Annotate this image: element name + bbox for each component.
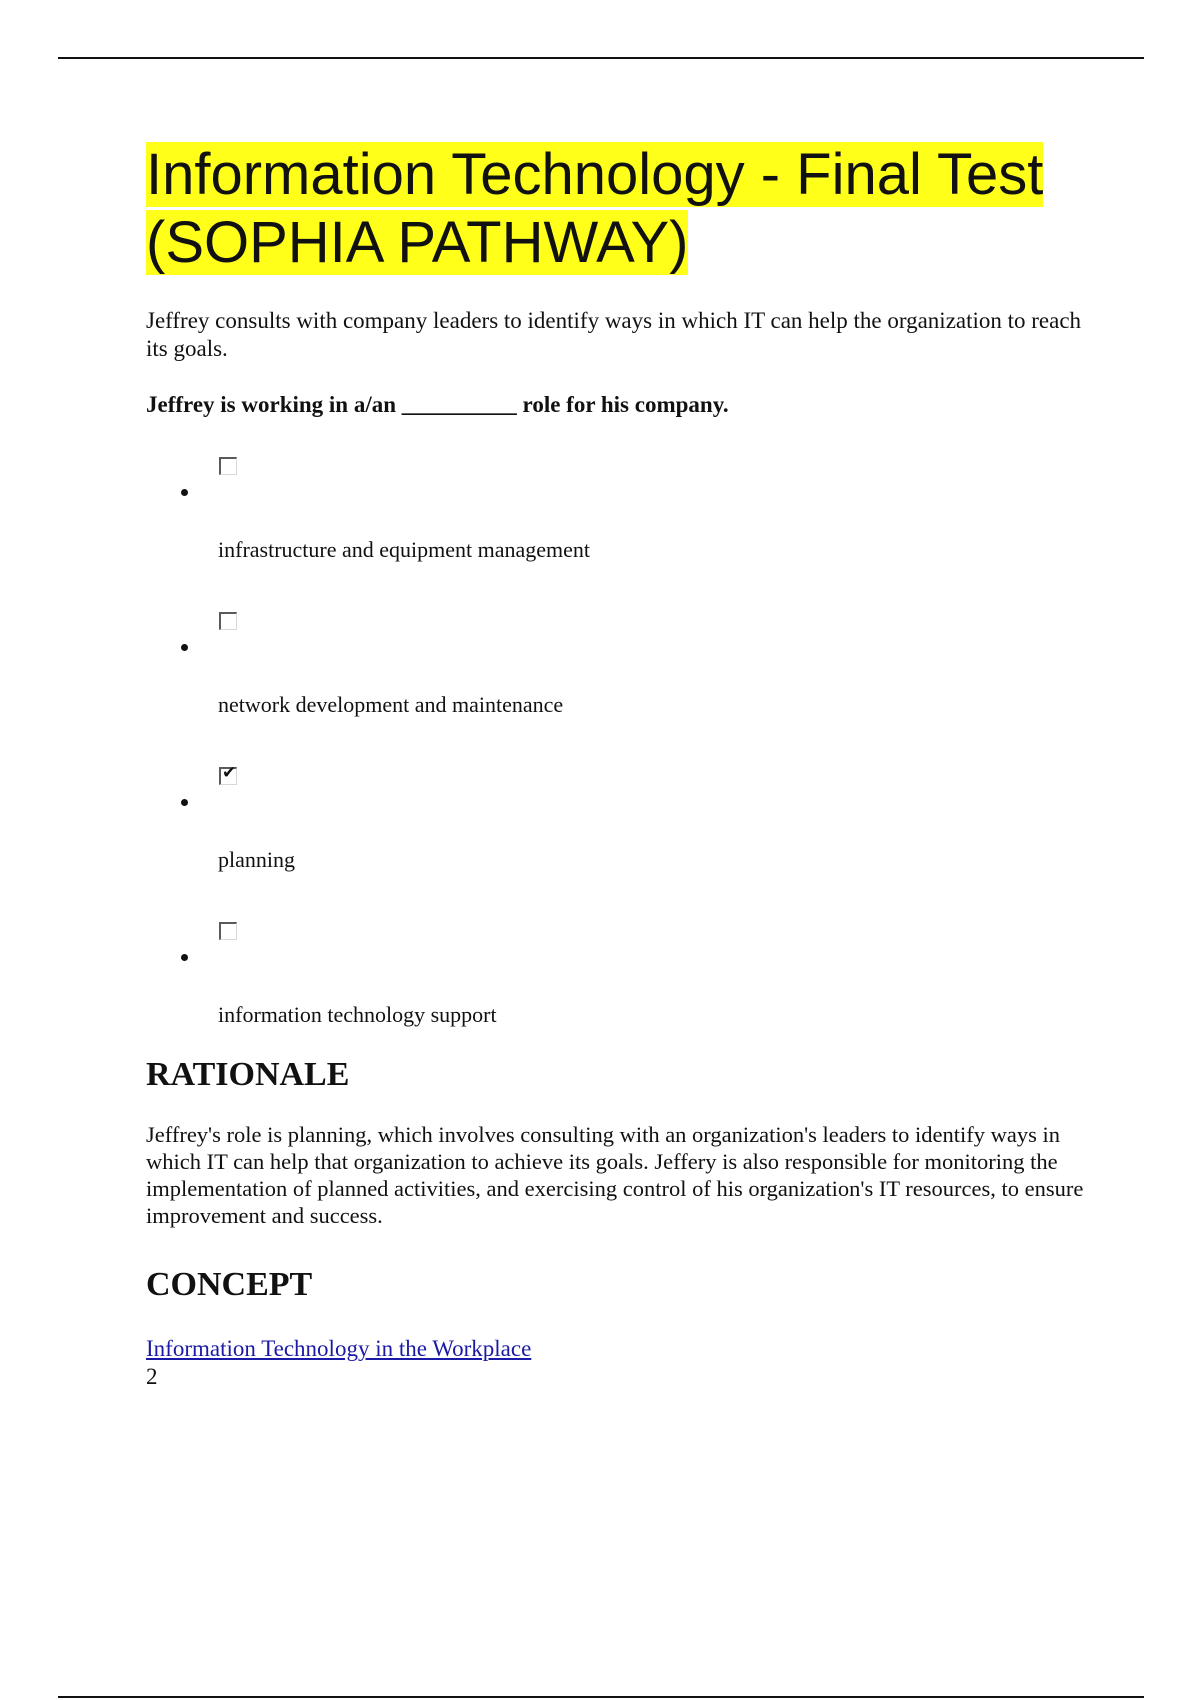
rationale-heading: RATIONALE	[146, 1056, 350, 1093]
answer-option[interactable]	[146, 908, 1086, 1063]
concept-number: 2	[146, 1364, 158, 1389]
checkbox-icon[interactable]	[219, 457, 237, 475]
question-prompt: Jeffrey is working in a/an __________ role for his company.	[146, 392, 729, 417]
answer-option[interactable]	[146, 443, 1086, 598]
checkbox-checked-icon[interactable]	[219, 763, 237, 785]
answer-option[interactable]	[146, 753, 1086, 908]
option-label: infrastructure and equipment management	[218, 537, 591, 562]
question-intro: Jeffrey consults with company leaders to identify ways in which IT can help the organization to reach its goals.	[146, 308, 1082, 361]
bullet-icon	[181, 644, 188, 651]
option-label: network development and maintenance	[218, 692, 564, 717]
bullet-icon	[181, 489, 188, 496]
option-label: information technology support	[218, 1002, 497, 1027]
check-mark-icon: ✔	[222, 763, 237, 783]
bullet-icon	[181, 954, 188, 961]
bullet-icon	[181, 799, 188, 806]
bottom-rule	[58, 1696, 1144, 1698]
checkbox-icon[interactable]	[219, 612, 237, 630]
page-title	[146, 141, 1086, 277]
concept-link[interactable]: Information Technology in the Workplace	[146, 1336, 532, 1361]
title-line-2: (SOPHIA PATHWAY)	[146, 210, 689, 275]
checkbox-icon[interactable]	[219, 922, 237, 940]
top-rule	[58, 57, 1144, 59]
answer-option[interactable]	[146, 598, 1086, 753]
answer-options	[146, 443, 1086, 1063]
document-body	[146, 141, 1086, 1391]
rationale-text: Jeffrey's role is planning, which involves consulting with an organization's leaders to identify ways in which IT can help that organization to achieve its goals. Jeffery is also responsible for monitoring the implementation of planned activities, and exercising control of his organization's IT resources, to ensure improvement and success.	[146, 1122, 1084, 1228]
title-line-1: Information Technology - Final Test	[146, 142, 1044, 207]
option-label: planning	[218, 847, 295, 872]
concept-heading: CONCEPT	[146, 1266, 313, 1303]
